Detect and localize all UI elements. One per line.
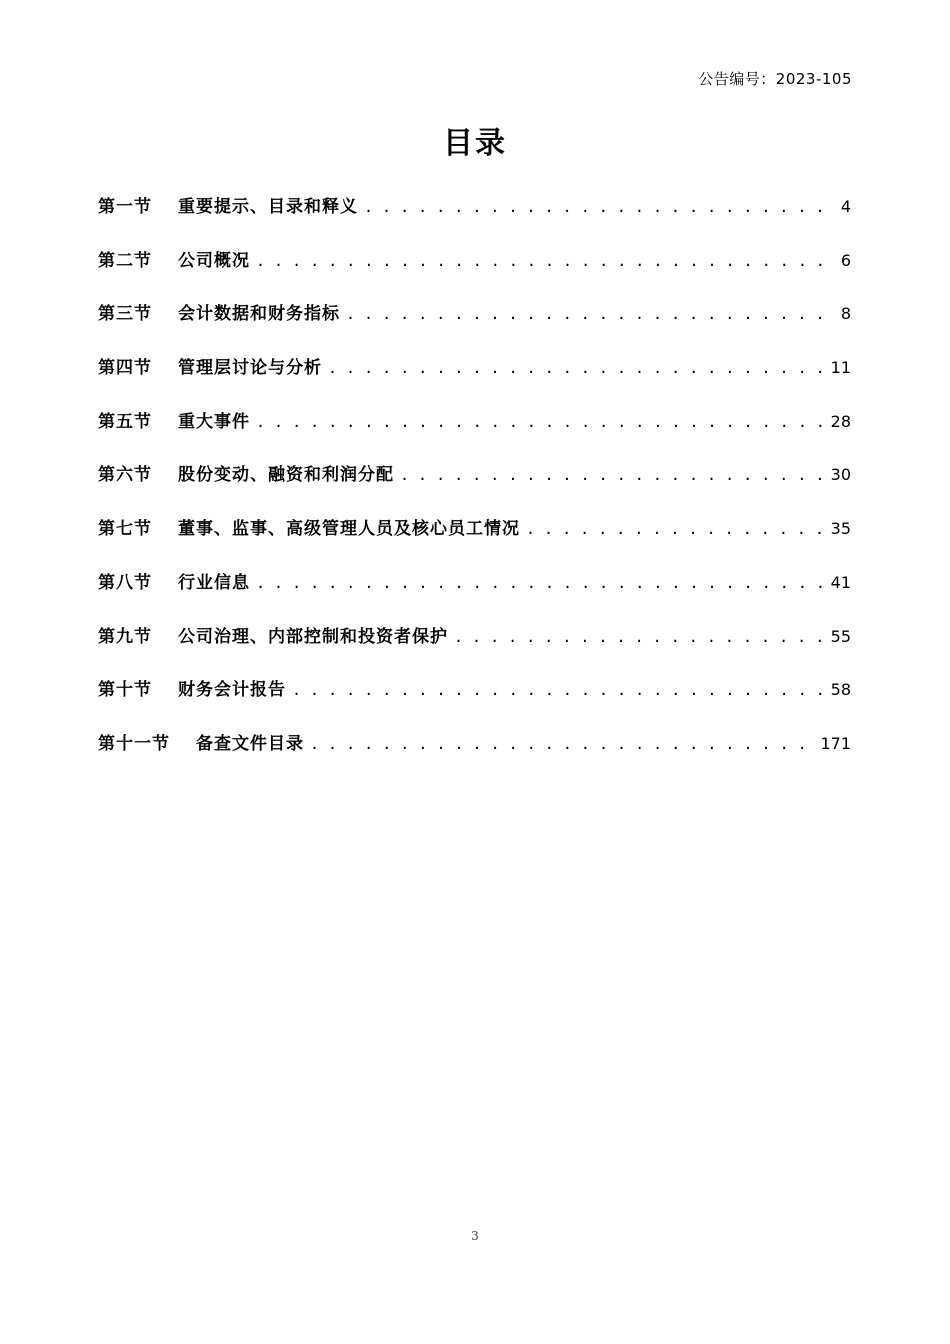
toc-section-number: 第四节 [98,358,152,379]
toc-section-title: 管理层讨论与分析 [178,358,322,379]
toc-entry[interactable] [98,514,851,568]
toc-section-number: 第七节 [98,519,152,540]
toc-section-number: 第十一节 [98,733,170,754]
toc-page-number: 55 [830,626,851,646]
toc-dot-leader [364,198,835,216]
toc-section-title: 董事、监事、高级管理人员及核心员工情况 [178,519,520,540]
toc-section-number: 第十节 [98,680,152,701]
toc-section-title: 股份变动、融资和利润分配 [178,465,394,486]
toc-dot-leader [256,574,825,592]
toc-dot-leader [400,466,825,484]
toc-page-number: 11 [830,358,851,378]
toc-dot-leader [328,359,825,377]
toc-page-number: 41 [830,572,851,592]
toc-section-title: 会计数据和财务指标 [178,304,340,325]
toc-entry[interactable] [98,407,851,461]
toc-entry[interactable] [98,460,851,514]
toc-page-number: 58 [830,680,851,700]
toc-entry[interactable] [98,192,851,246]
toc-dot-leader [526,520,825,538]
toc-section-number: 第一节 [98,197,152,217]
page-number: 3 [471,1229,479,1243]
toc-page-number: 4 [840,197,851,216]
toc-entry[interactable] [98,568,851,622]
toc-entry[interactable] [98,729,851,783]
toc-page-number: 8 [840,304,851,324]
toc-page-number: 30 [830,465,851,485]
notice-number: 公告编号：2023-105 [698,70,852,88]
toc-section-title: 重要提示、目录和释义 [178,197,358,217]
toc-entry[interactable] [98,246,851,300]
page-title: 目录 [443,126,507,161]
toc-dot-leader [346,305,835,323]
toc-section-number: 第八节 [98,572,152,593]
toc-dot-leader [256,413,825,431]
toc-page-number: 6 [840,250,851,270]
toc-dot-leader [454,628,825,646]
toc-entry[interactable] [98,299,851,353]
toc-section-number: 第九节 [98,626,152,647]
toc-section-number: 第三节 [98,304,152,325]
toc-dot-leader [310,735,814,753]
toc-page-number: 28 [830,411,851,431]
toc-entry[interactable] [98,622,851,676]
toc-section-title: 公司治理、内部控制和投资者保护 [178,626,448,647]
toc-section-title: 重大事件 [178,411,250,432]
table-of-contents [98,192,851,783]
toc-section-number: 第二节 [98,250,152,271]
toc-dot-leader [292,681,825,699]
toc-entry[interactable] [98,675,851,729]
toc-page-number: 35 [830,519,851,539]
toc-section-number: 第五节 [98,411,152,432]
toc-page-number: 171 [820,733,851,753]
toc-section-title: 财务会计报告 [178,680,286,701]
toc-entry[interactable] [98,353,851,407]
toc-section-title: 公司概况 [178,250,250,271]
toc-section-number: 第六节 [98,465,152,486]
toc-dot-leader [256,252,835,270]
toc-section-title: 行业信息 [178,572,250,593]
toc-section-title: 备查文件目录 [196,733,304,754]
